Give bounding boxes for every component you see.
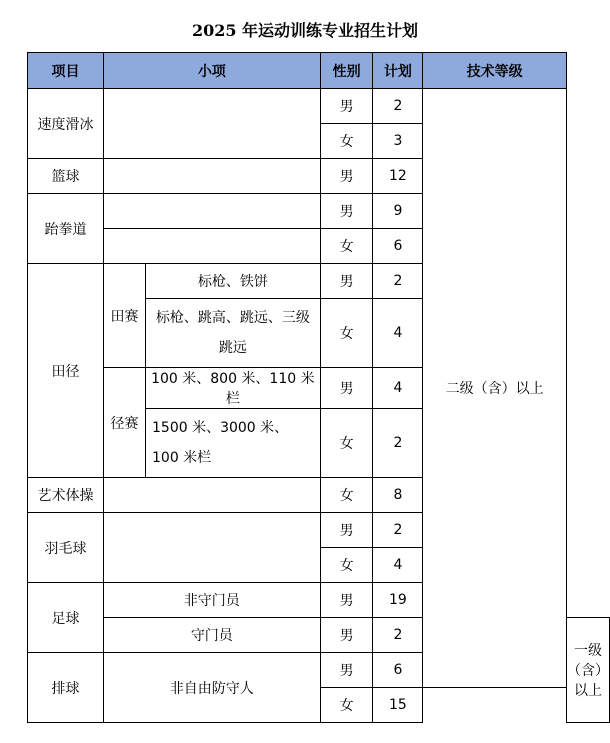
plan-cell: 6: [373, 229, 423, 264]
header-plan: 计划: [373, 53, 423, 89]
sub-empty: [103, 513, 320, 583]
plan-cell: 2: [373, 409, 423, 478]
plan-cell: 6: [373, 653, 423, 688]
plan-cell: 19: [373, 583, 423, 618]
page-title: 2025 年运动训练专业招生计划: [191, 21, 419, 40]
gender-cell: 女: [320, 299, 373, 368]
plan-cell: 15: [373, 688, 423, 723]
plan-cell: 9: [373, 194, 423, 229]
gender-cell: 男: [320, 89, 373, 124]
header-sub: 小项: [103, 53, 320, 89]
gender-cell: 男: [320, 583, 373, 618]
plan-cell: 4: [373, 548, 423, 583]
sub-empty: [103, 159, 320, 194]
gender-cell: 女: [320, 124, 373, 159]
level-2-cell: 二级（含）以上: [423, 89, 567, 688]
gender-cell: 男: [320, 513, 373, 548]
gender-cell: 男: [320, 368, 373, 409]
gender-cell: 女: [320, 478, 373, 513]
gender-cell: 男: [320, 653, 373, 688]
plan-cell: 12: [373, 159, 423, 194]
sub-cell: 100 米、800 米、110 米栏: [146, 368, 321, 409]
table-row: [28, 89, 610, 124]
level-1-cell: 一级（含）以上: [567, 618, 610, 723]
sport-gymnastics: 艺术体操: [28, 478, 104, 513]
gender-cell: 女: [320, 409, 373, 478]
header-level: 技术等级: [423, 53, 567, 89]
plan-cell: 2: [373, 89, 423, 124]
sub-cell: 非自由防守人: [103, 653, 320, 723]
gender-cell: 男: [320, 194, 373, 229]
sub-cell: 1500 米、3000 米、100 米栏: [146, 409, 321, 478]
plan-cell: 4: [373, 299, 423, 368]
plan-cell: 2: [373, 264, 423, 299]
header-gender: 性别: [320, 53, 373, 89]
sub-empty: [103, 229, 320, 264]
sub-cell: 标枪、跳高、跳远、三级跳远: [146, 299, 321, 368]
sub-cell: 守门员: [103, 618, 320, 653]
sport-badminton: 羽毛球: [28, 513, 104, 583]
athletics-track-label: 径赛: [103, 368, 145, 478]
gender-cell: 女: [320, 229, 373, 264]
header-row: [28, 53, 610, 89]
plan-cell: 2: [373, 618, 423, 653]
header-item: 项目: [28, 53, 104, 89]
sport-skating: 速度滑冰: [28, 89, 104, 159]
athletics-field-label: 田赛: [103, 264, 145, 368]
gender-cell: 女: [320, 548, 373, 583]
plan-cell: 3: [373, 124, 423, 159]
enrollment-table: [27, 52, 610, 723]
sub-empty: [103, 478, 320, 513]
sub-cell: 非守门员: [103, 583, 320, 618]
sport-taekwondo: 跆拳道: [28, 194, 104, 264]
gender-cell: 女: [320, 688, 373, 723]
sub-empty: [103, 89, 320, 159]
sport-basketball: 篮球: [28, 159, 104, 194]
gender-cell: 男: [320, 159, 373, 194]
plan-cell: 2: [373, 513, 423, 548]
sub-cell: 标枪、铁饼: [146, 264, 321, 299]
gender-cell: 男: [320, 618, 373, 653]
gender-cell: 男: [320, 264, 373, 299]
sport-football: 足球: [28, 583, 104, 653]
plan-cell: 4: [373, 368, 423, 409]
sport-volleyball: 排球: [28, 653, 104, 723]
plan-cell: 8: [373, 478, 423, 513]
sport-athletics: 田径: [28, 264, 104, 478]
sub-empty: [103, 194, 320, 229]
